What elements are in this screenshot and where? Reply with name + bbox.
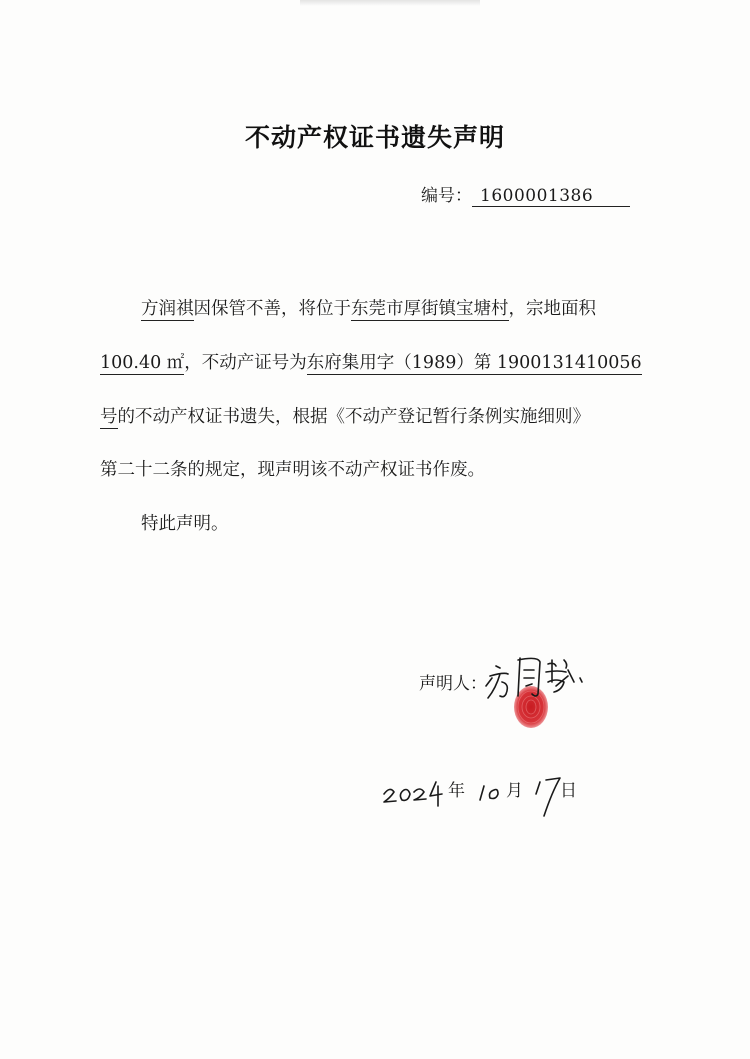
body-line-4: [100, 456, 485, 481]
body-text-2: ，宗地面积: [508, 299, 596, 319]
document-title: 不动产权证书遗失声明: [244, 123, 505, 152]
body-text-5: 第二十二条的规定，现声明该不动产权证书作废。: [100, 460, 485, 480]
declaration-date: [380, 768, 610, 828]
body-text-4: 的不动产权证书遗失，根据《不动产登记暂行条例实施细则》: [117, 407, 590, 427]
closing-statement: 特此声明。: [141, 514, 229, 534]
date-year-unit: 年: [448, 781, 465, 801]
certificate-number: 东府集用字（1989）第 1900131410056: [306, 353, 642, 373]
document-number-label: 编号：: [421, 186, 472, 206]
property-location: 东莞市厚街镇宝塘村: [351, 299, 509, 319]
owner-name: 方润祺: [141, 299, 194, 319]
land-area: 100.40 ㎡: [100, 353, 185, 373]
body-line-1: [141, 295, 596, 320]
body-line-2: [100, 349, 642, 374]
date-month-unit: 月: [506, 781, 523, 801]
document-number-value: 1600001386: [472, 186, 630, 207]
handwritten-signature: [478, 648, 598, 708]
date-day-unit: 日: [560, 781, 577, 801]
certificate-number-suffix: 号: [100, 407, 118, 427]
body-text-1: 因保管不善，将位于: [193, 299, 351, 319]
declarant-label: 声明人：: [419, 674, 487, 694]
scan-shadow: [300, 0, 480, 6]
body-text-3: ，不动产证号为: [184, 353, 307, 373]
body-line-3: [100, 403, 590, 428]
document-number: [421, 181, 630, 207]
